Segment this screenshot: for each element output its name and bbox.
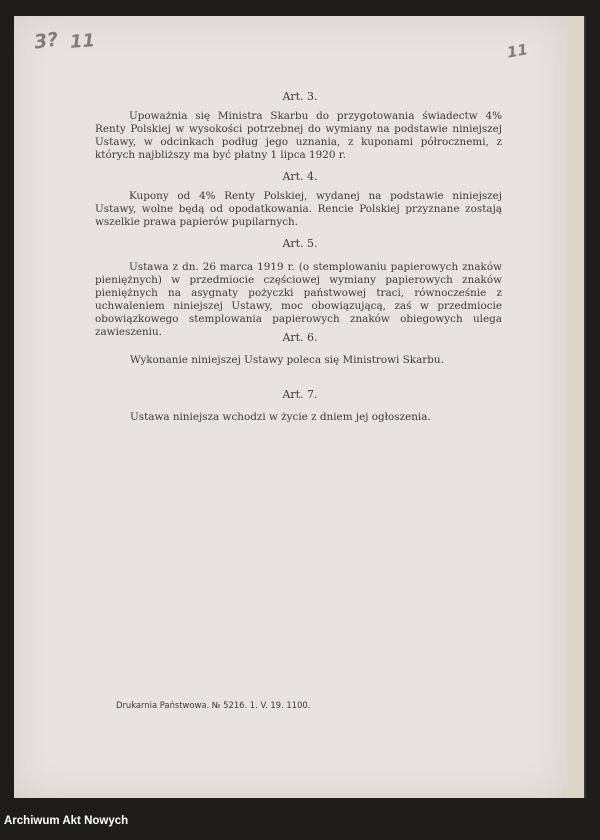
article-6-text: Wykonanie niniejszej Ustawy poleca się Ministrowi Skarbu.: [130, 354, 444, 366]
page-edge-line: [584, 16, 586, 798]
article-7-text: Ustawa niniejsza wchodzi w życie z dniem jej ogłoszenia.: [130, 411, 431, 423]
archive-footer-label: Archiwum Akt Nowych: [4, 815, 129, 827]
article-6-heading: Art. 6.: [282, 331, 318, 344]
article-5-heading: Art. 5.: [282, 237, 318, 250]
pencil-annotation-right: 11: [505, 40, 530, 62]
pencil-annotation-mid: 11: [69, 30, 96, 53]
article-7-heading: Art. 7.: [282, 388, 318, 401]
pencil-annotation-left: 3?: [32, 28, 60, 54]
article-4-heading: Art. 4.: [282, 170, 318, 183]
article-4-text: Kupony od 4% Renty Polskiej, wydanej na podstawie niniejszej Ustawy, wolne będą od opodatkowania. Rencie Polskiej przyznane zostają wszelkie prawa papierów pupilarnych.: [95, 190, 502, 228]
printer-imprint: Drukarnia Państwowa. № 5216. 1. V. 19. 1100.: [116, 700, 311, 710]
article-3-heading: Art. 3.: [282, 90, 318, 103]
article-3-text: Upoważnia się Ministra Skarbu do przygotowania świadectw 4% Renty Polskiej w wysokości potrzebnej do wymiany na podstawie niniejszej Ustawy, w odcinkach podług jego uznania, z kuponami półrocznemi, z których najbliższy ma być płatny 1 lipca 1920 r.: [95, 110, 502, 161]
page-edge-strip: [566, 16, 584, 798]
article-5-text: Ustawa z dn. 26 marca 1919 r. (o stemplowaniu papierowych znaków pieniężnych) w przedmiocie częściowej wymiany papierowych znaków pieniężnych na asygnaty pożyczki państwowej traci, równocześnie z uchwaleniem niniejszej Ustawy, moc obowiązującą, zaś w przedmiocie obowiązkowego stemplowania papierowych znaków obiegowych ulega zawieszeniu.: [95, 261, 502, 338]
